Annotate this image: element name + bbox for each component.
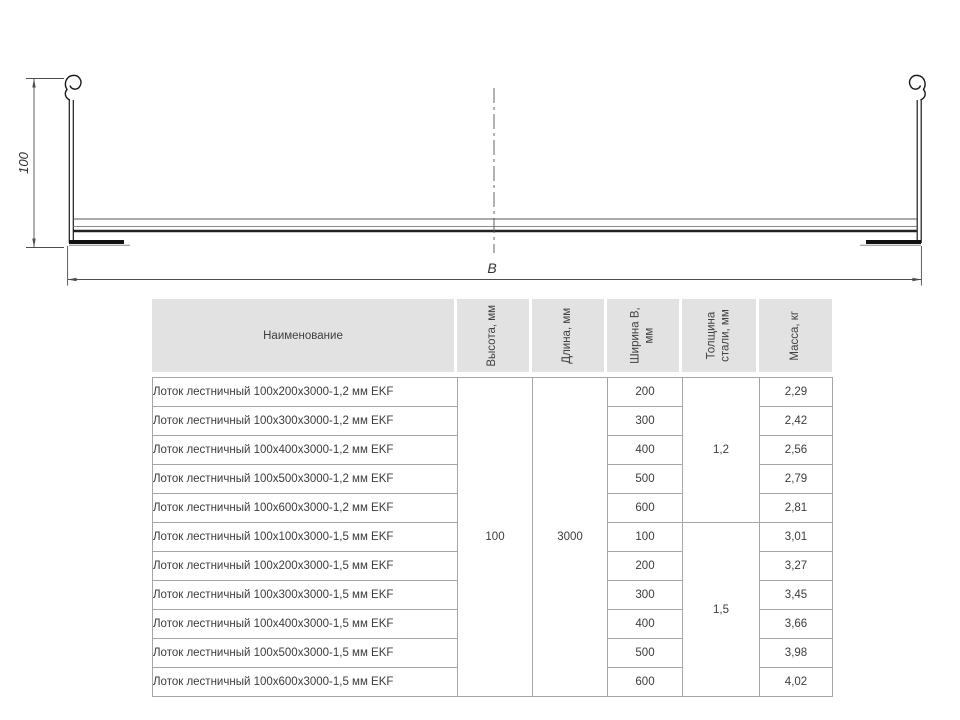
table-body [152, 377, 832, 697]
mass-cell: 3,66 [760, 610, 833, 639]
product-name-cell: Лоток лестничный 100х600х3000-1,5 мм EKF [153, 668, 458, 697]
mass-cell: 3,98 [760, 639, 833, 668]
width-cell: 200 [608, 552, 683, 581]
product-name-cell: Лоток лестничный 100х300х3000-1,2 мм EKF [153, 407, 458, 436]
height-arrow-down [32, 239, 35, 248]
width-arrow-left [68, 278, 77, 281]
height-arrow-up [32, 79, 35, 88]
col-header-thickness [682, 299, 759, 372]
mass-cell: 3,01 [760, 523, 833, 552]
left-hook [65, 75, 81, 100]
mass-cell: 2,79 [760, 465, 833, 494]
product-name-cell: Лоток лестничный 100х400х3000-1,2 мм EKF [153, 436, 458, 465]
product-name-cell: Лоток лестничный 100х300х3000-1,5 мм EKF [153, 581, 458, 610]
col-header-height-label: Высота, мм [486, 304, 499, 367]
product-name-cell: Лоток лестничный 100х200х3000-1,5 мм EKF [153, 552, 458, 581]
mass-cell: 3,27 [760, 552, 833, 581]
mass-cell: 2,81 [760, 494, 833, 523]
left-wall [69, 100, 73, 243]
width-dimension [68, 246, 922, 286]
width-cell: 500 [608, 639, 683, 668]
mass-cell: 2,56 [760, 436, 833, 465]
mass-cell: 2,42 [760, 407, 833, 436]
cross-section-drawing [0, 55, 960, 300]
width-cell: 500 [608, 465, 683, 494]
product-name-cell: Лоток лестничный 100х400х3000-1,5 мм EKF [153, 610, 458, 639]
height-dim-label: 100 [16, 152, 31, 174]
product-name-cell: Лоток лестничный 100х500х3000-1,2 мм EKF [153, 465, 458, 494]
col-header-name [152, 299, 457, 372]
col-header-width-label: Ширина В, мм [629, 307, 655, 364]
product-name-cell: Лоток лестничный 100х200х3000-1,2 мм EKF [153, 378, 458, 407]
col-header-name-label: Наименование [263, 329, 343, 342]
mass-cell: 2,29 [760, 378, 833, 407]
width-cell: 300 [608, 581, 683, 610]
col-header-thickness-label: Толщина стали, мм [705, 309, 731, 362]
width-cell: 600 [608, 494, 683, 523]
width-cell: 400 [608, 610, 683, 639]
width-cell: 200 [608, 378, 683, 407]
width-arrow-right [912, 278, 921, 281]
right-hook [910, 75, 926, 100]
col-header-height [457, 299, 532, 372]
width-cell: 100 [608, 523, 683, 552]
tray-profile [65, 75, 925, 245]
col-header-width [607, 299, 682, 372]
table-row [153, 378, 833, 407]
col-header-length-label: Длина, мм [561, 307, 574, 364]
length-cell: 3000 [533, 378, 608, 697]
thickness-cell: 1,5 [683, 523, 760, 697]
width-cell: 300 [608, 407, 683, 436]
col-header-mass-label: Масса, кг [788, 310, 801, 361]
col-header-length [532, 299, 607, 372]
right-wall [917, 100, 921, 243]
height-cell: 100 [458, 378, 533, 697]
width-dim-label: B [487, 260, 497, 276]
spec-table [152, 299, 832, 697]
width-cell: 600 [608, 668, 683, 697]
height-dimension [16, 79, 64, 248]
mass-cell: 4,02 [760, 668, 833, 697]
mass-cell: 3,45 [760, 581, 833, 610]
product-name-cell: Лоток лестничный 100х500х3000-1,5 мм EKF [153, 639, 458, 668]
table-header [152, 299, 832, 372]
thickness-cell: 1,2 [683, 378, 760, 523]
product-name-cell: Лоток лестничный 100х100х3000-1,5 мм EKF [153, 523, 458, 552]
col-header-mass [759, 299, 832, 372]
width-cell: 400 [608, 436, 683, 465]
product-name-cell: Лоток лестничный 100х600х3000-1,2 мм EKF [153, 494, 458, 523]
